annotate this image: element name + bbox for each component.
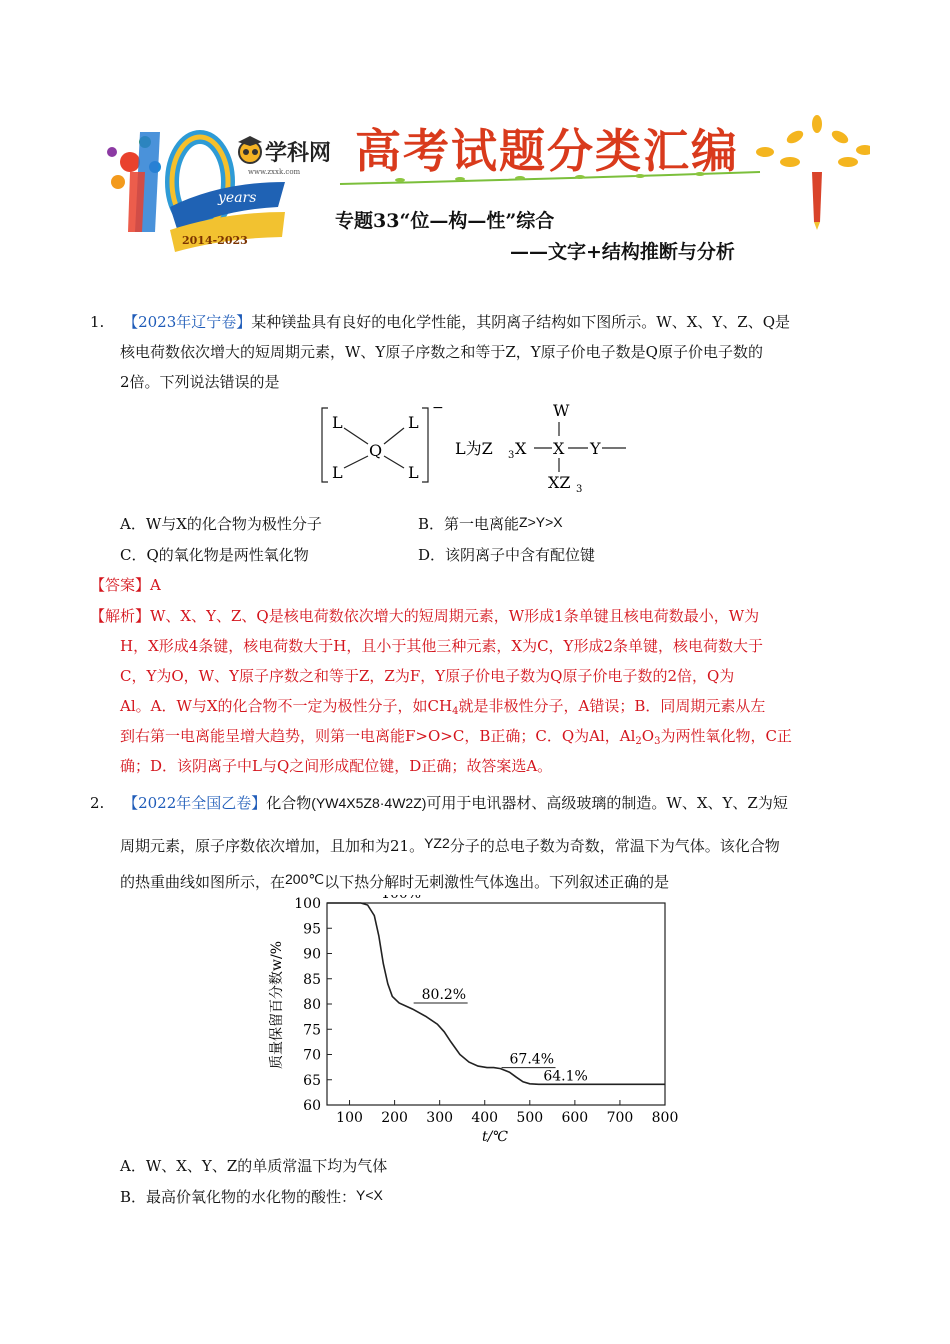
y-right: Y	[590, 439, 601, 458]
banner-graphic	[100, 112, 870, 262]
analysis-line-1: W、X、Y、Z、Q是核电荷数依次增大的短周期元素，W形成1条单键且核电荷数最小，W为	[150, 607, 760, 625]
q2-stem-1a: 化合物	[266, 794, 312, 812]
q1-option-d[interactable]: D．该阴离子中含有配位键	[418, 546, 596, 564]
banner-title: 高考试题分类汇编	[355, 124, 739, 178]
q2-yz2: YZ2	[424, 835, 450, 851]
q2-line-3	[120, 869, 669, 892]
q1-number: 1.	[90, 313, 105, 331]
y-tick-label: 80	[303, 997, 321, 1013]
x-axis-label: t/℃	[481, 1129, 509, 1145]
y-axis-label: 质量保留百分数w/%	[269, 940, 285, 1070]
q1-analysis-1	[90, 606, 759, 626]
q1-option-b-text: B．第一电离能	[418, 515, 520, 533]
q1-source: 【2023年辽宁卷】	[123, 313, 252, 331]
analysis-line-5c: 为两性氧化物，C正	[660, 727, 792, 745]
y-tick-label: 70	[303, 1047, 321, 1064]
q1-option-b-formula: Z>Y>X	[519, 514, 563, 530]
x-tick-label: 800	[651, 1110, 679, 1126]
years-range: 2014-2023	[182, 234, 248, 247]
q2-compound-formula: (YW4X5Z8·4W2Z)	[311, 795, 427, 811]
logo-url: www.zxxk.com	[248, 168, 301, 176]
x-tick-label: 100	[336, 1110, 363, 1126]
q2-stem-2a: 周期元素，原子序数依次增加，且加和为21。	[120, 837, 425, 855]
x-tick-label: 300	[426, 1110, 454, 1126]
analysis-line-5: 到右第一电离能呈增大趋势，则第一电离能F>O>C，B正确；C．Q为Al，$Al_2O_3$为两性氧化物，C正	[120, 727, 792, 747]
q2-number: 2.	[90, 794, 105, 812]
data-label	[381, 895, 421, 902]
years-text: years	[218, 190, 257, 206]
x-tick-label: 700	[606, 1110, 634, 1126]
q2-option-b-formula: Y<X	[356, 1187, 383, 1203]
q1-answer: 【答案】A	[90, 576, 161, 594]
q2-line-2	[120, 833, 780, 856]
y-tick-label: 75	[303, 1022, 321, 1039]
q2-option-a[interactable]: A．W、X、Y、Z的单质常温下均为气体	[120, 1157, 388, 1175]
x-tick-label: 600	[561, 1110, 589, 1126]
y-tick-label: 95	[303, 921, 321, 938]
analysis-line-5a: 到右第一电离能呈增大趋势，则第一电离能F>O>C，B正确；C．Q为Al，Al	[120, 727, 636, 745]
topic-subtitle: ——文字+结构推断与分析	[510, 241, 735, 262]
x-tick-label: 500	[516, 1110, 544, 1126]
analysis-line-4a: Al。A．W与X的化合物不一定为极性分子，如CH	[120, 697, 453, 715]
analysis-line-3: C，Y为O，W、Y原子序数之和等于Z，Z为F，Y原子价电子数为Q原子价电子数的2倍，Q为	[120, 667, 735, 685]
q1-stem-1: 某种镁盐具有良好的电化学性能，其阴离子结构如下图所示。W、X、Y、Z、Q是	[251, 313, 791, 331]
data-label: 80.2%	[421, 986, 467, 1003]
q1-option-a[interactable]: A．W与X的化合物为极性分子	[120, 515, 322, 533]
center-q: Q	[369, 441, 383, 460]
q2-stem-2b: 分子的总电子数为奇数，常温下为气体。该化合物	[449, 837, 780, 855]
y-tick-label: 85	[303, 971, 321, 988]
q1-line-1	[90, 312, 790, 332]
analysis-label: 【解析】	[90, 607, 151, 625]
analysis-line-5b: O	[641, 727, 655, 745]
q2-temp: 200℃	[285, 871, 325, 887]
tga-chart	[265, 895, 685, 1150]
xz-bottom: XZ	[548, 473, 571, 492]
ligand-l-top-right: L	[408, 413, 419, 432]
q1-structure-svg	[318, 400, 638, 496]
data-label: 64.1%	[543, 1068, 588, 1085]
analysis-line-2: H，X形成4条键，核电荷数大于H，且小于其他三种元素，X为C，Y形成2条单键，核电荷数大于	[120, 637, 763, 655]
xueke-logo	[238, 136, 331, 176]
q2-option-b-text: B．最高价氧化物的水化物的酸性：	[120, 1188, 357, 1206]
q2-source: 【2022年全国乙卷】	[123, 794, 267, 812]
q2-stem-3b: 以下热分解时无刺激性气体逸出。下列叙述正确的是	[324, 873, 670, 891]
sub-3-bottom: 3	[576, 484, 583, 495]
ligand-definition: L为Z	[455, 439, 493, 458]
y-tick-label: 60	[303, 1098, 321, 1114]
data-label: 67.4%	[509, 1051, 555, 1068]
q1-option-b[interactable]	[418, 513, 563, 534]
y-tick-label: 100	[294, 896, 321, 912]
analysis-line-4b: 就是非极性分子，A错误；B．同周期元素从左	[458, 697, 766, 715]
analysis-line-6: 确；D．该阴离子中L与Q之间形成配位键，D正确；故答案选A。	[120, 757, 553, 775]
q1-stem-3: 2倍。下列说法错误的是	[120, 373, 280, 391]
ligand-l-bottom-left: L	[332, 463, 343, 482]
y-tick-label: 90	[303, 946, 321, 963]
topic-title: 专题33“位—构—性”综合	[335, 210, 555, 232]
tga-curve	[327, 903, 665, 1084]
anion-charge: −	[432, 400, 444, 416]
x-tick-label: 400	[471, 1110, 499, 1126]
q1-stem-2: 核电荷数依次增大的短周期元素，W、Y原子序数之和等于Z，Y原子价电子数是Q原子价电子数的	[120, 343, 763, 361]
sub-3: 3	[508, 450, 515, 461]
q2-stem-3a: 的热重曲线如图所示，在	[120, 873, 286, 891]
tree-pencil-icon	[756, 115, 870, 230]
y-tick-label: 65	[303, 1072, 321, 1089]
x-left: X	[515, 439, 527, 458]
tga-chart-svg	[265, 895, 685, 1150]
x-center: X	[553, 439, 565, 458]
q2-stem-1b: 可用于电讯器材、高级玻璃的制造。W、X、Y、Z为短	[426, 794, 788, 812]
banner	[100, 112, 870, 262]
q2-option-b[interactable]	[120, 1186, 383, 1207]
x-tick-label: 200	[381, 1110, 408, 1126]
q1-option-c[interactable]: C．Q的氧化物是两性氧化物	[120, 546, 309, 564]
q1-structure-figure	[318, 400, 638, 496]
analysis-line-4: Al。A．W与X的化合物不一定为极性分子，如$CH_4$就是非极性分子，A错误；B．同周期元素从左	[120, 697, 766, 717]
q2-line-1	[90, 793, 788, 813]
w-top: W	[553, 401, 570, 420]
ligand-l-bottom-right: L	[408, 463, 419, 482]
logo-text: 学科网	[265, 140, 332, 166]
ligand-l-top-left: L	[332, 413, 343, 432]
